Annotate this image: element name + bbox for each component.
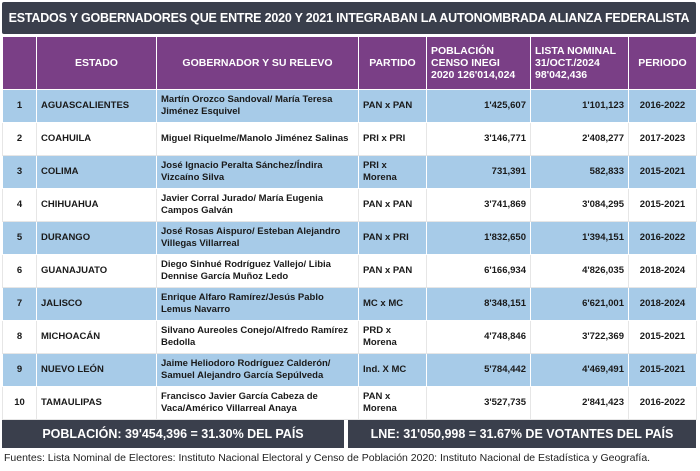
cell-gobernador: Enrique Alfaro Ramírez/Jesús Pablo Lemus Navarro <box>157 288 359 321</box>
cell-poblacion: 4'748,846 <box>427 321 531 354</box>
cell-partido: PAN x Morena <box>359 387 427 420</box>
cell-partido: PRI x PRI <box>359 123 427 156</box>
cell-num: 7 <box>3 288 37 321</box>
cell-periodo: 2016-2022 <box>629 222 697 255</box>
cell-num: 9 <box>3 354 37 387</box>
cell-num: 5 <box>3 222 37 255</box>
cell-periodo: 2017-2023 <box>629 123 697 156</box>
cell-num: 2 <box>3 123 37 156</box>
table-row <box>3 354 697 387</box>
cell-lista-nominal: 3'722,369 <box>531 321 629 354</box>
cell-partido: PAN x PAN <box>359 90 427 123</box>
cell-estado: MICHOACÁN <box>37 321 157 354</box>
table-row <box>3 90 697 123</box>
header-num <box>3 37 37 90</box>
cell-gobernador: Francisco Javier García Cabeza de Vaca/Américo Villarreal Anaya <box>157 387 359 420</box>
cell-num: 1 <box>3 90 37 123</box>
cell-lista-nominal: 4'826,035 <box>531 255 629 288</box>
cell-gobernador: Martín Orozco Sandoval/ María Teresa Jiménez Esquivel <box>157 90 359 123</box>
cell-periodo: 2015-2021 <box>629 189 697 222</box>
cell-estado: AGUASCALIENTES <box>37 90 157 123</box>
cell-partido: PAN x PRI <box>359 222 427 255</box>
cell-lista-nominal: 582,833 <box>531 156 629 189</box>
cell-periodo: 2015-2021 <box>629 156 697 189</box>
header-estado: ESTADO <box>37 37 157 90</box>
cell-estado: TAMAULIPAS <box>37 387 157 420</box>
cell-lista-nominal: 2'408,277 <box>531 123 629 156</box>
cell-estado: NUEVO LEÓN <box>37 354 157 387</box>
header-row <box>3 37 697 90</box>
totals-bar <box>2 420 696 448</box>
cell-partido: PAN x PAN <box>359 255 427 288</box>
cell-estado: GUANAJUATO <box>37 255 157 288</box>
cell-lista-nominal: 1'101,123 <box>531 90 629 123</box>
table-row <box>3 387 697 420</box>
table-row <box>3 255 697 288</box>
cell-estado: CHIHUAHUA <box>37 189 157 222</box>
cell-lista-nominal: 2'841,423 <box>531 387 629 420</box>
cell-partido: Ind. X MC <box>359 354 427 387</box>
cell-poblacion: 731,391 <box>427 156 531 189</box>
cell-num: 8 <box>3 321 37 354</box>
cell-gobernador: Javier Corral Jurado/ María Eugenia Campos Galván <box>157 189 359 222</box>
table-row <box>3 189 697 222</box>
cell-estado: COAHUILA <box>37 123 157 156</box>
table-row <box>3 321 697 354</box>
cell-gobernador: Silvano Aureoles Conejo/Alfredo Ramírez Bedolla <box>157 321 359 354</box>
cell-partido: PRD x Morena <box>359 321 427 354</box>
cell-num: 3 <box>3 156 37 189</box>
cell-partido: MC x MC <box>359 288 427 321</box>
cell-poblacion: 3'741,869 <box>427 189 531 222</box>
cell-poblacion: 3'146,771 <box>427 123 531 156</box>
cell-poblacion: 5'784,442 <box>427 354 531 387</box>
cell-poblacion: 8'348,151 <box>427 288 531 321</box>
cell-num: 4 <box>3 189 37 222</box>
cell-periodo: 2016-2022 <box>629 90 697 123</box>
cell-gobernador: Diego Sinhué Rodríguez Vallejo/ Libia Dennise García Muñoz Ledo <box>157 255 359 288</box>
source-note: Fuentes: Lista Nominal de Electores: Instituto Nacional Electoral y Censo de Población 2020: Instituto Nacional de Estadística y Geografía. <box>4 452 651 464</box>
header-partido: PARTIDO <box>359 37 427 90</box>
header-poblacion: POBLACIÓN CENSO INEGI 2020 126'014,024 <box>427 37 531 90</box>
cell-lista-nominal: 4'469,491 <box>531 354 629 387</box>
cell-lista-nominal: 3'084,295 <box>531 189 629 222</box>
cell-periodo: 2018-2024 <box>629 288 697 321</box>
total-lne: LNE: 31'050,998 = 31.67% DE VOTANTES DEL PAÍS <box>348 420 696 448</box>
cell-partido: PAN x PAN <box>359 189 427 222</box>
cell-periodo: 2016-2022 <box>629 387 697 420</box>
governors-table <box>2 36 697 420</box>
cell-lista-nominal: 6'621,001 <box>531 288 629 321</box>
cell-poblacion: 6'166,934 <box>427 255 531 288</box>
table-row <box>3 156 697 189</box>
cell-num: 6 <box>3 255 37 288</box>
cell-periodo: 2015-2021 <box>629 321 697 354</box>
table-row <box>3 123 697 156</box>
cell-gobernador: José Ignacio Peralta Sánchez/Índira Vizcaíno Silva <box>157 156 359 189</box>
table-title: ESTADOS Y GOBERNADORES QUE ENTRE 2020 Y 2021 INTEGRABAN LA AUTONOMBRADA ALIANZA FEDERALISTA <box>2 2 696 34</box>
cell-lista-nominal: 1'394,151 <box>531 222 629 255</box>
table-row <box>3 288 697 321</box>
cell-poblacion: 1'832,650 <box>427 222 531 255</box>
cell-estado: JALISCO <box>37 288 157 321</box>
table-row <box>3 222 697 255</box>
cell-gobernador: José Rosas Aispuro/ Esteban Alejandro Villegas Villarreal <box>157 222 359 255</box>
cell-gobernador: Jaime Heliodoro Rodríguez Calderón/ Samuel Alejandro García Sepúlveda <box>157 354 359 387</box>
cell-estado: COLIMA <box>37 156 157 189</box>
cell-partido: PRI x Morena <box>359 156 427 189</box>
cell-periodo: 2015-2021 <box>629 354 697 387</box>
cell-gobernador: Miguel Riquelme/Manolo Jiménez Salinas <box>157 123 359 156</box>
cell-num: 10 <box>3 387 37 420</box>
cell-poblacion: 3'527,735 <box>427 387 531 420</box>
header-periodo: PERIODO <box>629 37 697 90</box>
header-lista-nominal: LISTA NOMINAL 31/OCT./2024 98'042,436 <box>531 37 629 90</box>
cell-poblacion: 1'425,607 <box>427 90 531 123</box>
cell-estado: DURANGO <box>37 222 157 255</box>
header-gobernador: GOBERNADOR Y SU RELEVO <box>157 37 359 90</box>
total-poblacion: POBLACIÓN: 39'454,396 = 31.30% DEL PAÍS <box>2 420 344 448</box>
cell-periodo: 2018-2024 <box>629 255 697 288</box>
